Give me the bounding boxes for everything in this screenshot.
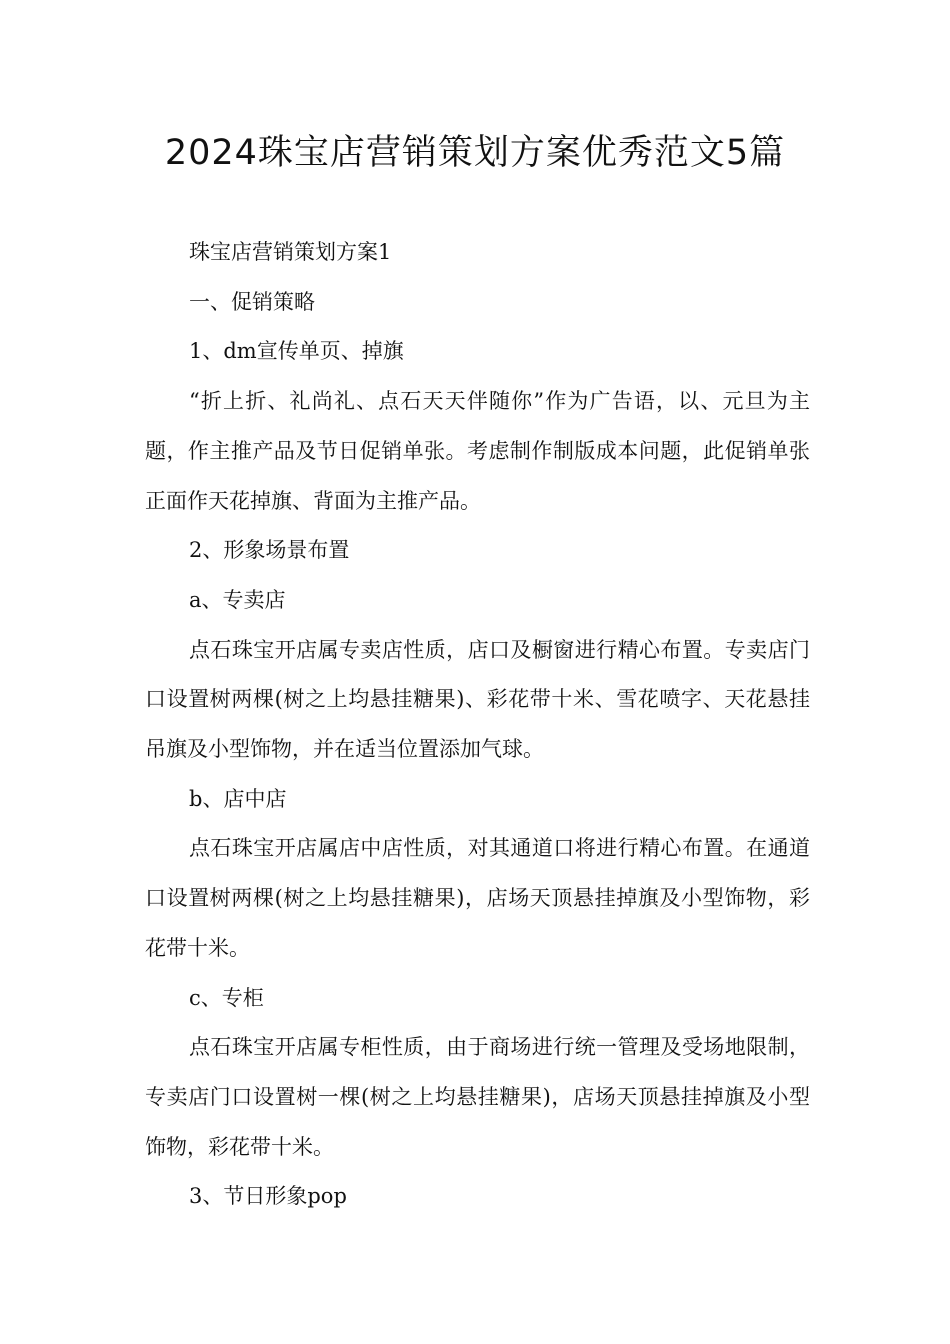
section-heading: 1、dm宣传单页、掉旗 [189, 339, 404, 364]
section-heading: a、专卖店 [189, 587, 286, 612]
body-paragraph: 点石珠宝开店属专柜性质，由于商场进行统一管理及受场地限制，专卖店门口设置树一棵(树之上均悬挂糖果)，店场天顶悬挂掉旗及小型饰物，彩花带十米。 [145, 1035, 810, 1159]
section-heading: 一、促销策略 [189, 289, 315, 314]
body-paragraph: “折上折、礼尚礼、点石天天伴随你”作为广告语，以、元旦为主题，作主推产品及节日促销单张。考虑制作制版成本问题，此促销单张正面作天花掉旗、背面为主推产品。 [145, 389, 810, 513]
body-paragraph: 点石珠宝开店属店中店性质，对其通道口将进行精心布置。在通道口设置树两棵(树之上均悬挂糖果)，店场天顶悬挂掉旗及小型饰物，彩花带十米。 [145, 836, 810, 960]
section-heading: 3、节日形象pop [189, 1184, 347, 1209]
body-paragraph: 点石珠宝开店属专卖店性质，店口及橱窗进行精心布置。专卖店门口设置树两棵(树之上均悬挂糖果)、彩花带十米、雪花喷字、天花悬挂吊旗及小型饰物，并在适当位置添加气球。 [145, 637, 810, 762]
section-heading: 珠宝店营销策划方案1 [189, 240, 392, 264]
section-heading: c、专柜 [189, 985, 264, 1010]
document-title: 2024珠宝店营销策划方案优秀范文5篇 [164, 133, 786, 173]
document-body [145, 228, 810, 1222]
section-heading: 2、形象场景布置 [189, 538, 350, 563]
section-heading: b、店中店 [189, 786, 287, 811]
